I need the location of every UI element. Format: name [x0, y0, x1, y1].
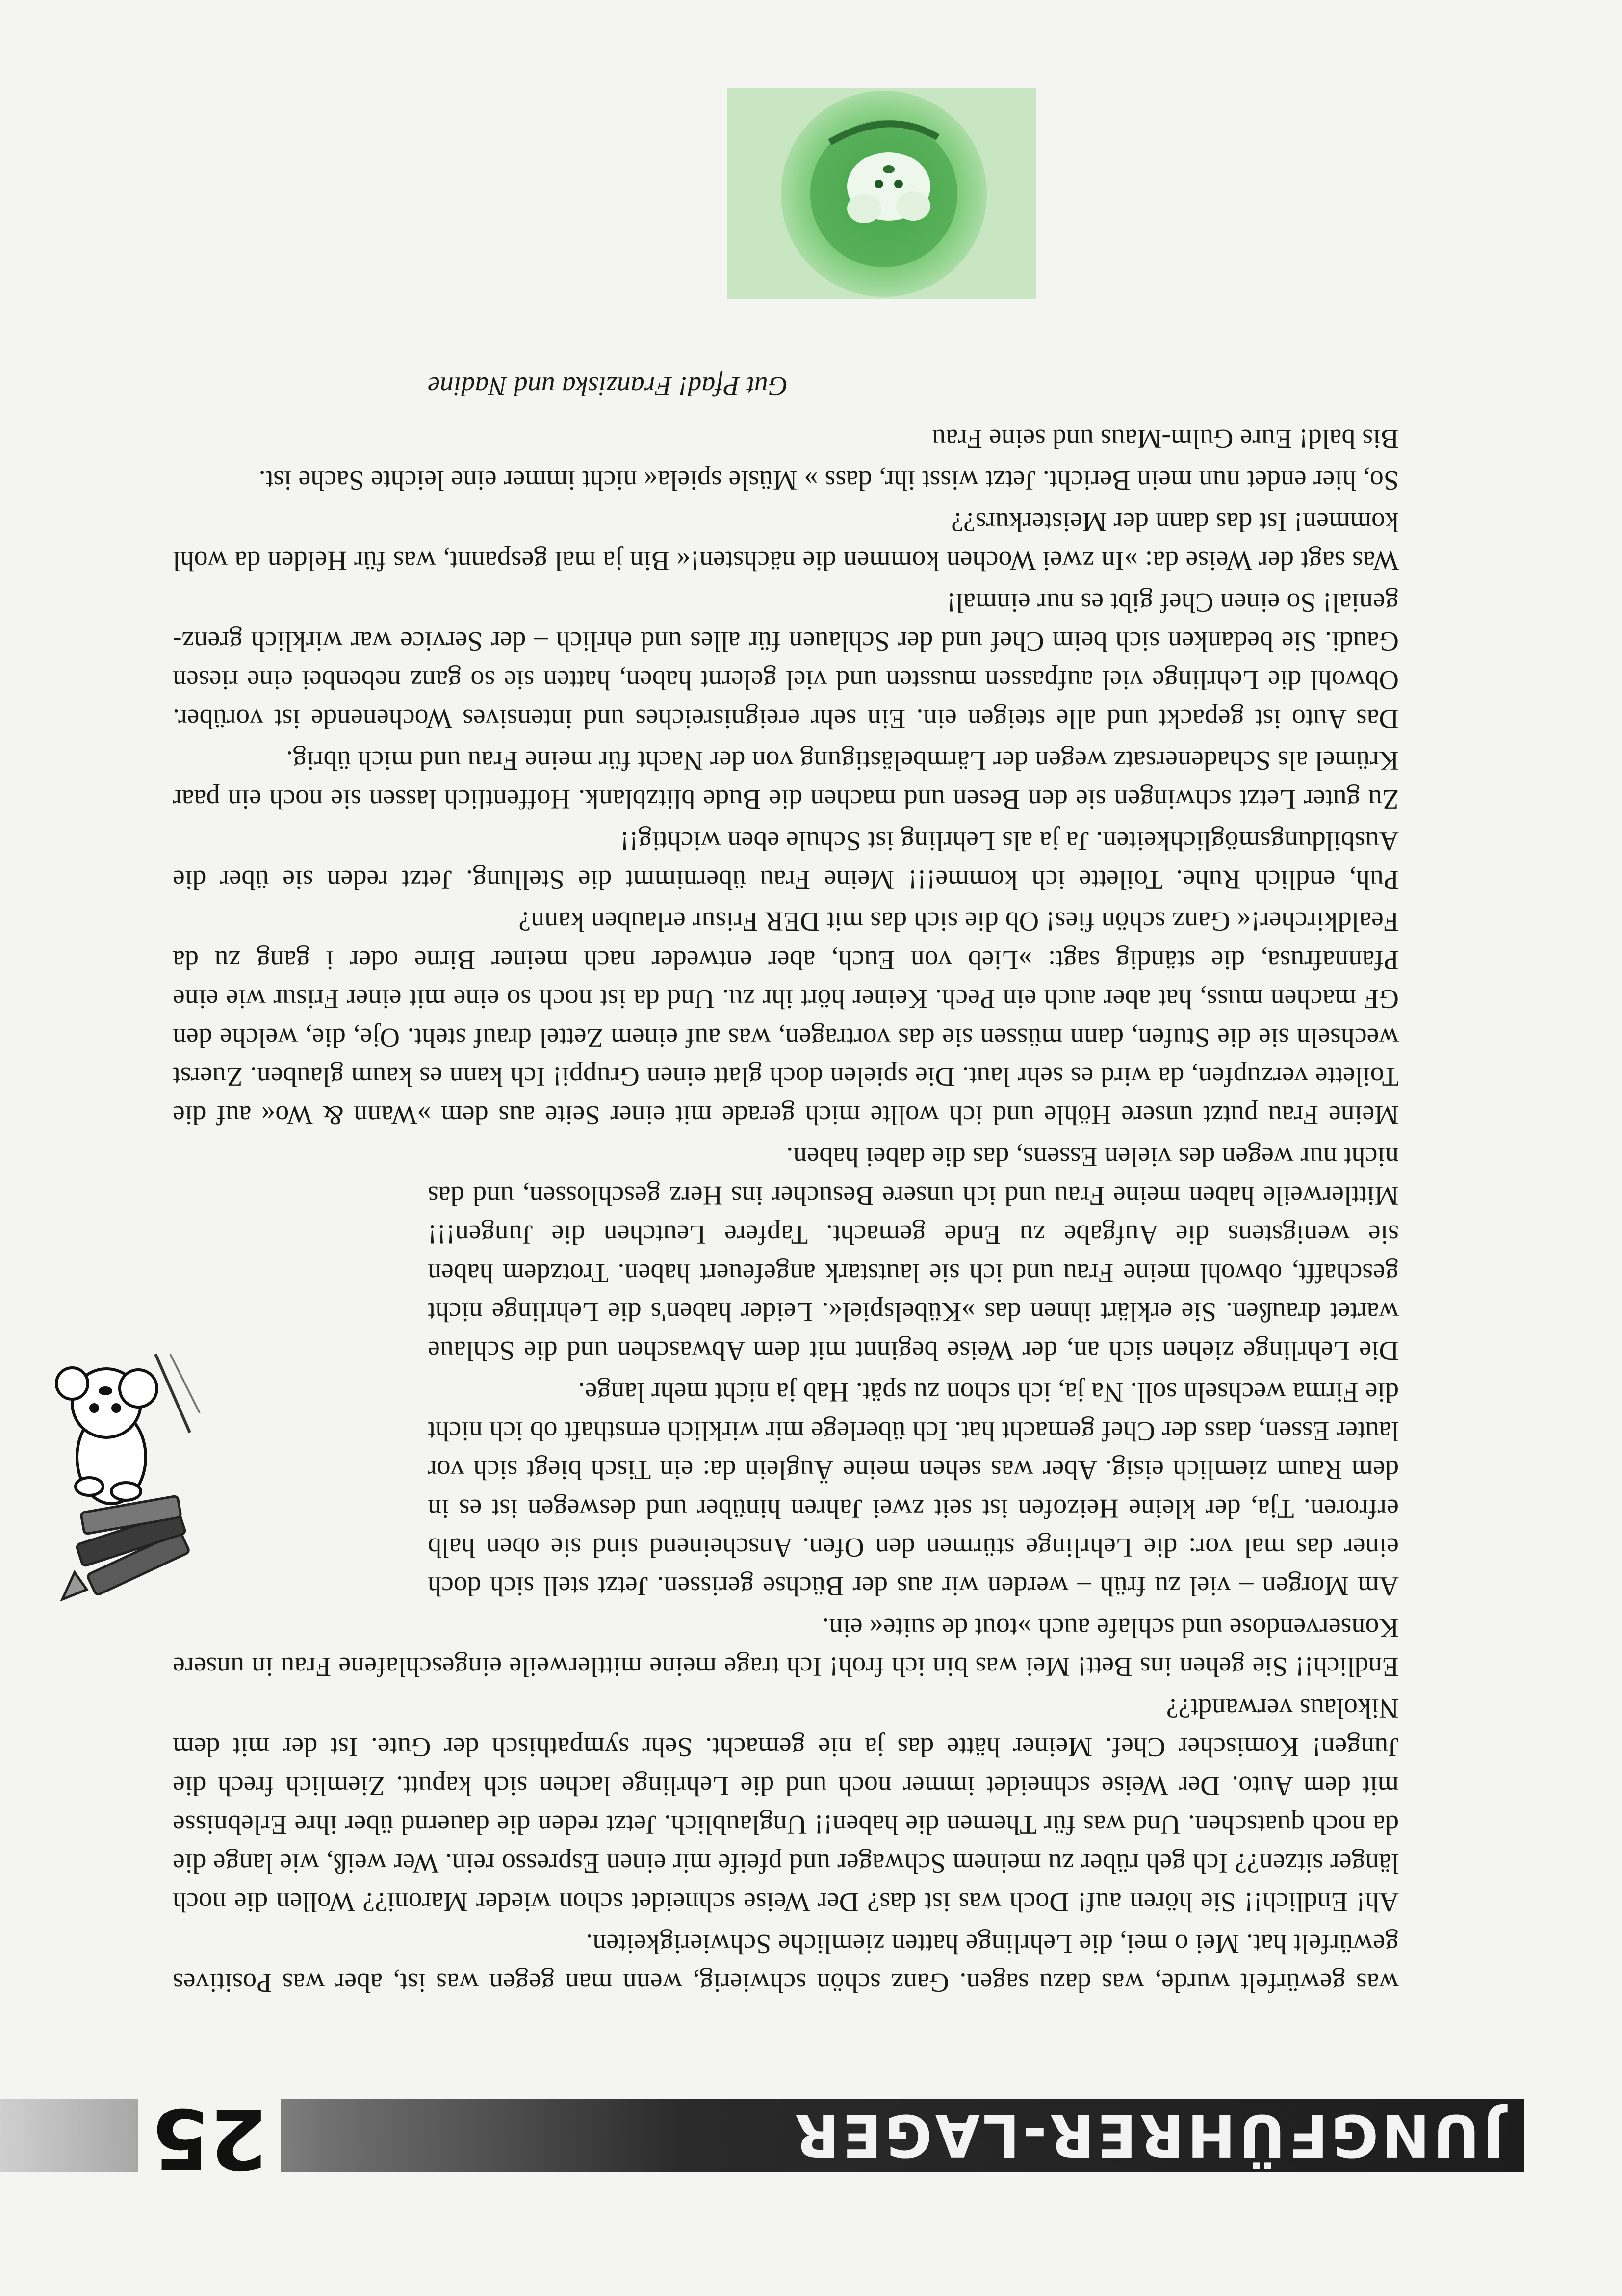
page-number: 25 — [138, 2087, 281, 2188]
cartoon-mouse-with-crayons-icon — [13, 1344, 209, 1619]
paragraph: Puh, endlich Ruhe. Toilette ich komme!!! Meine Frau übernimmt die Stellung. Jetzt reden sie über die Ausbildungsmöglichkeiten. Ja ja als Lehrling ist Schule eben wichtig!! — [173, 826, 1399, 895]
paragraph: Meine Frau putzt unsere Höhle und ich wollte mich gerade mit einer Seite aus dem »Wann & Wo« auf die Toilette verzupfen, da wird es sehr laut. Die spielen doch glatt einen Gruppi! Ich kann es kaum glauben. Zuerst wechseln sie die Stufen, dann müssen sie das vortragen, was auf einem Zettel drauf steht. Oje, die, welche den GF machen muss, hat aber auch ein Pech. Keiner hört ihr zu. Und da ist noch so eine mit einer Frisur wie eine Pfannafrusa, die ständig sagt: »Lieb von Euch, aber entweder nach meiner Birne oder i gang zu da Fealdkircher!« Ganz schön fies! Ob die sich das mit DER Frisur erlauben kann? — [173, 906, 1399, 1130]
paragraph: Am Morgen – viel zu früh – werden wir aus der Büchse gerissen. Jetzt stell sich doch einer das mal vor: die Lehrlinge stürmen den Ofen. Anscheinend sind sie oben halb erfroren. Tja, der kleine Heizofen ist seit zwei Jahren hinüber und deswegen ist es in dem Raum ziemlich eisig. Aber was sehen meine Äuglein da: ein Tisch biegt sich vor lauter Essen, dass der Chef gemacht hat. Ich überlege mir wirklich ernsthaft ob ich nicht die Firma wechseln soll. Na ja, ich schon zu spät. Hab ja nicht mehr lange. — [428, 1377, 1399, 1601]
paragraph: Ah! Endlich!! Sie hören auf! Doch was ist das? Der Weise schneidet schon wieder Maroni?? Wollen die noch länger sitzen?? Ich geh rüber zu meinem Schwager und pfeife mir einen Espresso rein. Wer weiß, wie lange die da noch quatschen. Und was für Themen die haben!! Unglaublich. Jetzt reden die dauernd über ihre Erlebnisse mit dem Auto. Der Weise schneidet immer noch und die Lehrlinge lachen sich kaputt. Ziemlich frech die Jungen! Komischer Chef. Meiner hätte das ja nie gemacht. Sehr sympathisch der Gute. Ist der mit dem Nikolaus verwandt?? — [173, 1693, 1399, 1917]
section-title: JUNGFÜHRER-LAGER — [792, 2102, 1504, 2169]
paragraph: Was sagt der Weise da: »In zwei Wochen kommen die nächsten!« Bin ja mal gespannt, was für Helden da wohl kommen! Ist das dann der Meisterkurs?? — [173, 507, 1399, 576]
signature: Gut Pfad! Franziska und Nadine — [428, 371, 788, 401]
paragraph: was gewürfelt wurde, was dazu sagen. Ganz schön schwierig, wenn man gegen was ist, aber was Positives gewürfelt hat. Mei o mei, die Lehrlinge hatten ziemliche Schwierigkeiten. — [173, 1929, 1399, 1998]
paragraph: Das Auto ist gepackt und alle steigen ein. Ein sehr ereignisreiches und intensives Wochenende ist vorüber. Obwohl die Lehrlinge viel aufpassen mussten und viel gelernt haben, hatten sie so ganz nebenbei eine riesen Gaudi. Sie bedanken sich beim Chef und der Schlauen für alles und ehrlich – der Service war wirklich grenz-genial! So einen Chef gibt es nur einmal! — [173, 587, 1399, 734]
paragraph: Bis bald! Eure Gulm-Maus und seine Frau — [932, 423, 1399, 454]
paragraph: Endlich!! Sie gehen ins Bett! Mei was bin ich froh! Ich trage meine mittlerweile eingeschlafene Frau in unsere Konservendose und schlafe auch »tout de suite« ein. — [173, 1613, 1399, 1682]
paragraph: Die Lehrlinge ziehen sich an, der Weise beginnt mit dem Abwaschen und die Schlaue wartet draußen. Sie erklärt ihnen das »Kübelspiel«. Leider haben's die Lehrlinge nicht geschafft, obwohl meine Frau und ich sie lautstark angefeuert haben. Trotzdem haben sie wenigstens die Aufgabe zu Ende gemacht. Tapfere Leutchen die Jungen!!! Mittlerweile haben meine Frau und ich unsere Besucher ins Herz geschlossen, und das nicht nur wegen des vielen Essens, das die dabei haben. — [428, 1142, 1399, 1366]
green-tinted-mouse-photo — [727, 88, 1036, 299]
paragraph: So, hier endet nun mein Bericht. Jetzt wisst ihr, dass » Müsle spiela« nicht immer eine leichte Sache ist. — [258, 465, 1399, 496]
article-body — [173, 366, 1399, 2002]
paragraph: Zu guter Letzt schwingen sie den Besen und machen die Bude blitzblank. Hoffentlich lassen sie noch ein paar Krümel als Schadenersatz wegen der Lärmbelästigung von der Nacht für meine Frau und mich übrig. — [173, 745, 1399, 814]
photo-image — [727, 88, 1036, 299]
